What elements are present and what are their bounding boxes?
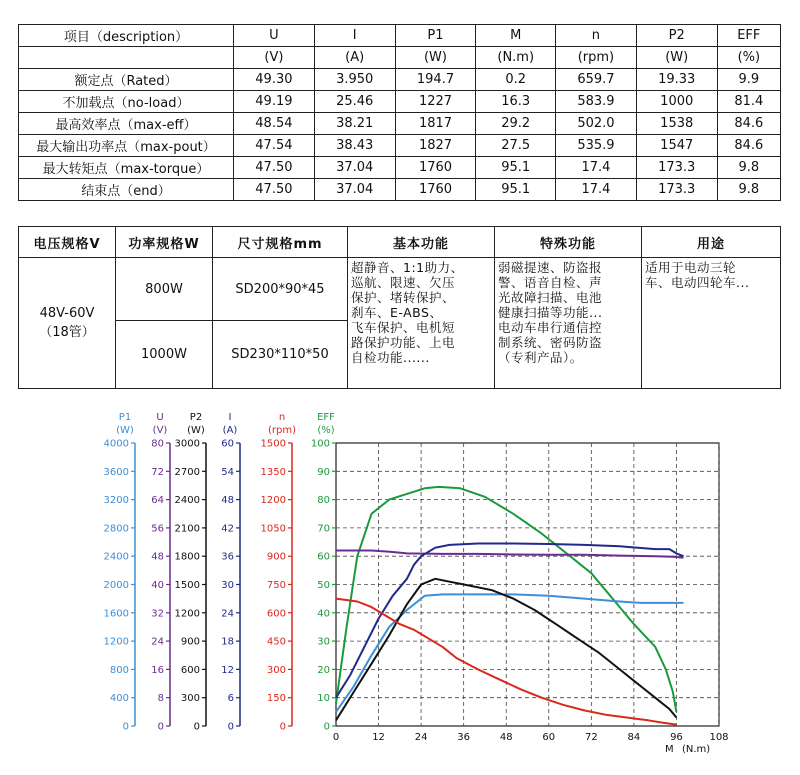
units-cell: (N.m) [476, 47, 556, 69]
y-tick-label: 900 [266, 551, 286, 563]
table-cell: 48.54 [234, 113, 315, 135]
spec-header-cell: 电压规格V [19, 227, 116, 258]
spec-table [18, 226, 781, 389]
text-line: （专利产品）。 [498, 350, 583, 365]
header-cell: U [234, 25, 315, 47]
table-cell: 17.4 [556, 157, 637, 179]
table-cell: 173.3 [636, 179, 717, 201]
table-cell: 9.8 [717, 179, 780, 201]
text-line: 刹车、E-ABS、 [351, 305, 443, 320]
units-cell: (W) [636, 47, 717, 69]
table-cell: 0.2 [476, 69, 556, 91]
basic-functions-cell [348, 258, 495, 389]
y-tick-label: 0 [279, 721, 286, 733]
units-cell: (V) [234, 47, 315, 69]
table-cell: 9.8 [717, 157, 780, 179]
y-tick-label: 1200 [174, 608, 200, 620]
table-cell: 535.9 [556, 135, 637, 157]
text-line: 路保护功能、上电 [351, 335, 456, 350]
y-tick-label: 3200 [103, 495, 129, 507]
y-tick-label: 2100 [174, 523, 200, 535]
header-cell: M [476, 25, 556, 47]
table-cell: 1827 [395, 135, 476, 157]
tubes-value: （18管） [39, 325, 95, 340]
spec-header-cell: 尺寸规格mm [213, 227, 348, 258]
table-cell: 1817 [395, 113, 476, 135]
y-axis-unit: (V) [152, 425, 168, 436]
x-tick-label: 108 [709, 732, 729, 743]
units-cell: (%) [717, 47, 780, 69]
text-line: 超静音、1:1助力、 [351, 260, 464, 275]
table-cell: 19.33 [636, 69, 717, 91]
text-line: 健康扫描等功能... [498, 305, 603, 320]
x-tick-label: 0 [332, 732, 340, 743]
table-cell: 502.0 [556, 113, 637, 135]
y-axis-unit: (W) [187, 425, 205, 436]
y-tick-label: 0 [122, 721, 129, 733]
y-tick-label: 2400 [174, 495, 200, 507]
table-cell: 47.54 [234, 135, 315, 157]
y-tick-label: 450 [266, 636, 286, 648]
table-cell: 27.5 [476, 135, 556, 157]
y-tick-label: 800 [109, 664, 129, 676]
spec-header-row [19, 227, 781, 258]
y-tick-label: 0 [193, 721, 200, 733]
text-line: 车、电动四轮车... [645, 275, 750, 290]
y-tick-label: 80 [317, 495, 330, 507]
y-tick-label: 48 [221, 495, 234, 507]
y-axis-name: n [278, 412, 286, 423]
y-tick-label: 3600 [103, 466, 129, 478]
units-cell: (rpm) [556, 47, 637, 69]
y-tick-label: 72 [151, 466, 164, 478]
table-row [19, 157, 781, 179]
row-label: 结束点（end） [19, 179, 234, 201]
power-cell: 800W [116, 258, 213, 321]
y-tick-label: 300 [180, 693, 200, 705]
table-cell: 1538 [636, 113, 717, 135]
text-line: 电动车串行通信控 [498, 320, 603, 335]
x-tick-label: 12 [372, 732, 385, 743]
x-tick-label: 96 [670, 732, 683, 743]
text-line: 制系统、密码防盗 [498, 335, 603, 350]
table-cell: 583.9 [556, 91, 637, 113]
units-row [19, 47, 781, 69]
x-tick-label: 72 [584, 732, 598, 743]
table-cell: 37.04 [314, 157, 395, 179]
text-line: 保护、堵转保护、 [351, 290, 456, 305]
row-label: 最高效率点（max-eff） [19, 113, 234, 135]
y-tick-label: 1500 [174, 580, 200, 591]
y-tick-label: 300 [266, 664, 286, 676]
text-line: 适用于电动三轮 [645, 260, 737, 275]
table-cell: 1227 [395, 91, 476, 113]
header-cell: P2 [636, 25, 717, 47]
voltage-cell [19, 258, 116, 389]
y-tick-label: 36 [221, 551, 234, 563]
y-tick-label: 40 [151, 580, 164, 591]
text-line: 警、语音自检、声 [498, 275, 603, 290]
units-cell [19, 47, 234, 69]
row-label: 最大转矩点（max-torque） [19, 157, 234, 179]
y-tick-label: 1200 [103, 636, 129, 648]
y-tick-label: 24 [221, 608, 234, 620]
y-axis-unit: (%) [317, 425, 335, 436]
table-row [19, 179, 781, 201]
spec-header-cell: 基本功能 [348, 227, 495, 258]
header-cell: I [314, 25, 395, 47]
y-tick-label: 54 [221, 466, 234, 478]
y-axis-unit: (rpm) [267, 425, 297, 436]
y-tick-label: 0 [227, 721, 234, 733]
table-cell: 194.7 [395, 69, 476, 91]
text-line: 弱磁提速、防盗报 [498, 260, 603, 275]
table-cell: 29.2 [476, 113, 556, 135]
y-axis-name: P2 [189, 412, 203, 423]
y-tick-label: 24 [151, 636, 164, 648]
table-header-row [19, 25, 781, 47]
text-line: 光故障扫描、电池 [498, 290, 603, 305]
y-tick-label: 56 [151, 523, 164, 535]
spec-header-cell: 用途 [642, 227, 781, 258]
special-functions-cell [495, 258, 642, 389]
text-line: 自检功能...... [351, 350, 430, 365]
y-tick-label: 8 [157, 693, 164, 705]
y-tick-label: 1800 [174, 551, 200, 563]
row-label: 不加载点（no-load） [19, 91, 234, 113]
table-row [19, 69, 781, 91]
y-axis-name: EFF [317, 412, 335, 423]
table-cell: 81.4 [717, 91, 780, 113]
table-row [19, 91, 781, 113]
table-row [19, 135, 781, 157]
table-cell: 659.7 [556, 69, 637, 91]
y-tick-label: 32 [151, 608, 164, 620]
size-cell: SD230*110*50 [213, 321, 348, 389]
header-cell: n [556, 25, 637, 47]
y-tick-label: 2700 [174, 466, 200, 478]
y-tick-label: 18 [221, 636, 234, 648]
table-cell: 1547 [636, 135, 717, 157]
y-tick-label: 150 [266, 693, 286, 705]
size-cell: SD200*90*45 [213, 258, 348, 321]
table-cell: 16.3 [476, 91, 556, 113]
y-tick-label: 750 [266, 580, 286, 591]
table-cell: 84.6 [717, 135, 780, 157]
y-tick-label: 64 [151, 495, 164, 507]
y-tick-label: 50 [317, 580, 330, 591]
y-axis-name: P1 [118, 412, 132, 423]
header-cell: EFF [717, 25, 780, 47]
x-tick-label: 60 [542, 732, 556, 743]
row-label: 最大输出功率点（max-pout） [19, 135, 234, 157]
y-tick-label: 400 [109, 693, 129, 705]
y-axis-unit: (A) [222, 425, 238, 436]
text-line: 巡航、限速、欠压 [351, 275, 456, 290]
y-tick-label: 48 [151, 551, 164, 563]
y-tick-label: 100 [310, 438, 330, 450]
y-axis-name: U [156, 412, 164, 423]
spec-header-cell: 特殊功能 [495, 227, 642, 258]
table-cell: 95.1 [476, 179, 556, 201]
x-tick-label: 48 [499, 732, 513, 743]
y-tick-label: 2000 [103, 580, 129, 591]
y-tick-label: 2800 [103, 523, 129, 535]
y-tick-label: 0 [157, 721, 164, 733]
series-curve [336, 594, 684, 712]
x-axis-label: M [665, 744, 674, 755]
y-tick-label: 60 [221, 438, 234, 450]
y-tick-label: 1200 [260, 495, 286, 507]
table-cell: 9.9 [717, 69, 780, 91]
x-axis-unit: (N.m) [682, 744, 711, 755]
x-tick-label: 24 [414, 732, 428, 743]
table-cell: 173.3 [636, 157, 717, 179]
table-cell: 49.19 [234, 91, 315, 113]
y-tick-label: 80 [151, 438, 164, 450]
table-cell: 38.43 [314, 135, 395, 157]
table-cell: 49.30 [234, 69, 315, 91]
table-cell: 84.6 [717, 113, 780, 135]
y-tick-label: 16 [151, 664, 164, 676]
voltage-value: 48V-60V [39, 306, 95, 321]
table-row [19, 113, 781, 135]
y-tick-label: 20 [317, 664, 330, 676]
header-cell: P1 [395, 25, 476, 47]
y-tick-label: 60 [317, 551, 330, 563]
power-cell: 1000W [116, 321, 213, 389]
y-tick-label: 1600 [103, 608, 129, 620]
y-tick-label: 30 [317, 636, 330, 648]
spec-header-cell: 功率规格W [116, 227, 213, 258]
table-cell: 25.46 [314, 91, 395, 113]
y-tick-label: 1500 [260, 438, 286, 450]
usage-cell [642, 258, 781, 389]
spec-row [19, 258, 781, 321]
y-tick-label: 90 [317, 466, 330, 478]
y-tick-label: 12 [221, 664, 234, 676]
table-cell: 3.950 [314, 69, 395, 91]
y-tick-label: 6 [227, 693, 234, 705]
y-tick-label: 3000 [174, 438, 200, 450]
y-tick-label: 10 [317, 693, 330, 705]
units-cell: (A) [314, 47, 395, 69]
y-tick-label: 600 [180, 664, 200, 676]
header-cell: 项目（description） [19, 25, 234, 47]
performance-table [18, 24, 781, 201]
y-tick-label: 600 [266, 608, 286, 620]
table-cell: 47.50 [234, 157, 315, 179]
table-cell: 38.21 [314, 113, 395, 135]
y-axis-unit: (W) [116, 425, 134, 436]
y-axis-name: I [228, 412, 232, 423]
table-cell: 1000 [636, 91, 717, 113]
table-cell: 17.4 [556, 179, 637, 201]
y-tick-label: 900 [180, 636, 200, 648]
x-tick-label: 84 [627, 732, 641, 743]
y-tick-label: 2400 [103, 551, 129, 563]
y-tick-label: 4000 [103, 438, 129, 450]
x-tick-label: 36 [457, 732, 471, 743]
text-line: 飞车保护、电机短 [351, 320, 456, 335]
y-tick-label: 0 [323, 721, 330, 733]
table-cell: 1760 [395, 179, 476, 201]
y-tick-label: 40 [317, 608, 330, 620]
table-cell: 95.1 [476, 157, 556, 179]
performance-chart [0, 405, 800, 775]
units-cell: (W) [395, 47, 476, 69]
y-tick-label: 70 [317, 523, 330, 535]
table-cell: 1760 [395, 157, 476, 179]
table-cell: 37.04 [314, 179, 395, 201]
y-tick-label: 30 [221, 580, 234, 591]
y-tick-label: 1050 [260, 523, 286, 535]
y-tick-label: 42 [221, 523, 234, 535]
row-label: 额定点（Rated） [19, 69, 234, 91]
table-cell: 47.50 [234, 179, 315, 201]
y-tick-label: 1350 [260, 466, 286, 478]
